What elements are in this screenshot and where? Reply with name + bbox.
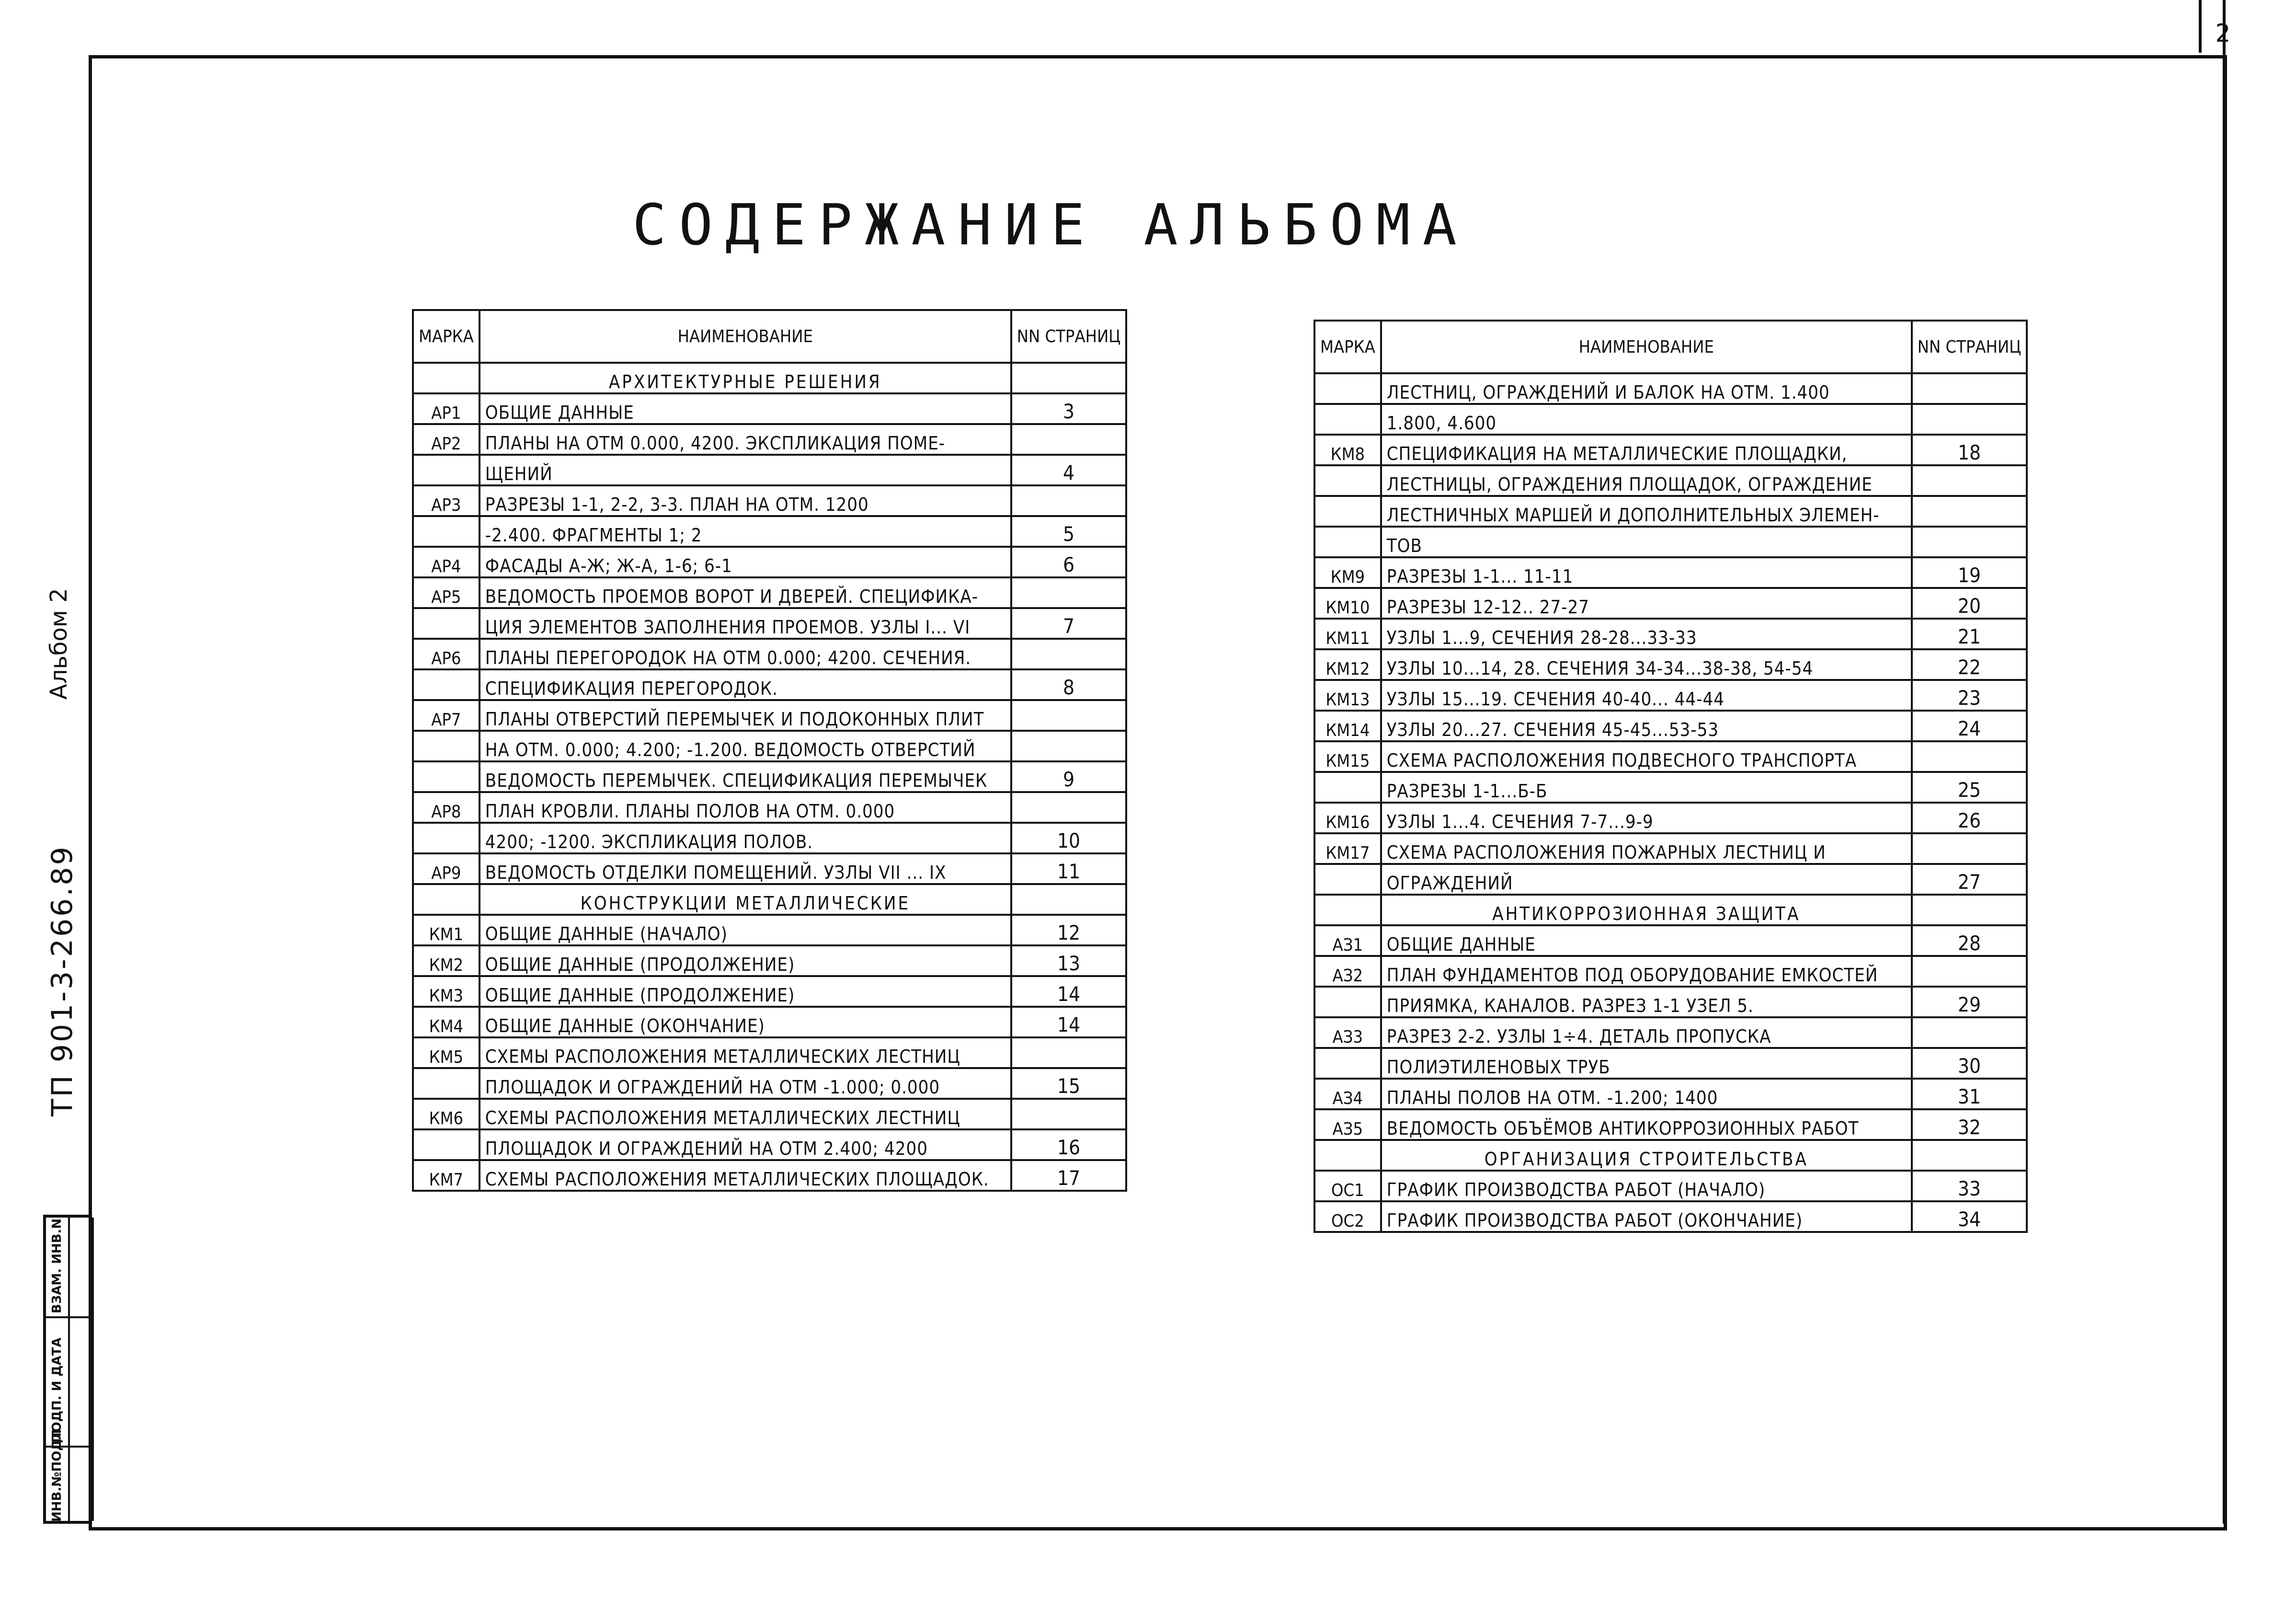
- mark-cell: [1314, 465, 1381, 496]
- table-row: [1314, 925, 2027, 956]
- page-cell: 25: [1912, 772, 2027, 803]
- section-row: [413, 363, 1126, 393]
- table-row: [1314, 956, 2027, 987]
- mark-cell: КМ16: [1314, 803, 1381, 833]
- mark-cell: [413, 761, 480, 792]
- name-cell: СПЕЦИФИКАЦИЯ ПЕРЕГОРОДОК.: [480, 669, 1011, 700]
- name-cell: ОБЩИЕ ДАННЫЕ (НАЧАЛО): [480, 915, 1011, 945]
- name-cell: РАЗРЕЗЫ 1-1, 2-2, 3-3. ПЛАН НА ОТМ. 1200: [480, 485, 1011, 516]
- stamp-cell-sign: [46, 1318, 68, 1448]
- mark-cell: [413, 608, 480, 639]
- name-cell: ЛЕСТНИЦ, ОГРАЖДЕНИЙ И БАЛОК НА ОТМ. 1.400: [1381, 373, 1912, 404]
- mark-cell: ОС1: [1314, 1171, 1381, 1201]
- page-cell: [1912, 1140, 2027, 1171]
- name-cell: ПЛАНЫ НА ОТМ 0.000, 4200. ЭКСПЛИКАЦИЯ ПОМЕ-: [480, 424, 1011, 455]
- table-row: [413, 761, 1126, 792]
- mark-cell: [1314, 772, 1381, 803]
- mark-cell: АР7: [413, 700, 480, 731]
- table-row: [1314, 711, 2027, 741]
- table-row: [413, 915, 1126, 945]
- name-cell: ОБЩИЕ ДАННЫЕ: [1381, 925, 1912, 956]
- name-cell: ОБЩИЕ ДАННЫЕ (ПРОДОЛЖЕНИЕ): [480, 976, 1011, 1007]
- page-cell: [1912, 1017, 2027, 1048]
- table-row: [413, 1037, 1126, 1068]
- name-cell: ОБЩИЕ ДАННЫЕ: [480, 393, 1011, 424]
- table-row: [413, 731, 1126, 761]
- name-cell: РАЗРЕЗЫ 1-1...Б-Б: [1381, 772, 1912, 803]
- name-cell: ОРГАНИЗАЦИЯ СТРОИТЕЛЬСТВА: [1381, 1140, 1912, 1171]
- mark-cell: [413, 823, 480, 853]
- table-row: [1314, 527, 2027, 557]
- name-cell: ВЕДОМОСТЬ ОБЪЁМОВ АНТИКОРРОЗИОННЫХ РАБОТ: [1381, 1109, 1912, 1140]
- name-cell: УЗЛЫ 1...4. СЕЧЕНИЯ 7-7...9-9: [1381, 803, 1912, 833]
- approval-stamp: [43, 1215, 91, 1524]
- page-cell: [1011, 639, 1127, 669]
- mark-cell: [413, 1068, 480, 1099]
- header-name: НАИМЕНОВАНИЕ: [1381, 321, 1912, 373]
- table-row: [413, 424, 1126, 455]
- name-cell: ПЛАНЫ ПЕРЕГОРОДОК НА ОТМ 0.000; 4200. СЕЧЕНИЯ.: [480, 639, 1011, 669]
- name-cell: КОНСТРУКЦИИ МЕТАЛЛИЧЕСКИЕ: [480, 884, 1011, 915]
- name-cell: РАЗРЕЗ 2-2. УЗЛЫ 1÷4. ДЕТАЛЬ ПРОПУСКА: [1381, 1017, 1912, 1048]
- table-row: [1314, 588, 2027, 619]
- name-cell: -2.400. ФРАГМЕНТЫ 1; 2: [480, 516, 1011, 547]
- name-cell: ПЛАНЫ ПОЛОВ НА ОТМ. -1.200; 1400: [1381, 1079, 1912, 1109]
- page-cell: [1011, 424, 1127, 455]
- page-cell: 32: [1912, 1109, 2027, 1140]
- album-label: Альбом 2: [46, 588, 72, 700]
- page-cell: 7: [1011, 608, 1127, 639]
- table-row: [1314, 557, 2027, 588]
- mark-cell: АЗ2: [1314, 956, 1381, 987]
- page-cell: 27: [1912, 864, 2027, 895]
- header-pages: NN СТРАНИЦ: [1912, 321, 2027, 373]
- page-cell: 34: [1912, 1201, 2027, 1232]
- mark-cell: [1314, 373, 1381, 404]
- name-cell: СПЕЦИФИКАЦИЯ НА МЕТАЛЛИЧЕСКИЕ ПЛОЩАДКИ,: [1381, 435, 1912, 465]
- page-cell: 6: [1011, 547, 1127, 577]
- name-cell: ОБЩИЕ ДАННЫЕ (ОКОНЧАНИЕ): [480, 1007, 1011, 1037]
- mark-cell: АЗ1: [1314, 925, 1381, 956]
- mark-cell: АР8: [413, 792, 480, 823]
- name-cell: ПРИЯМКА, КАНАЛОВ. РАЗРЕЗ 1-1 УЗЕЛ 5.: [1381, 987, 1912, 1017]
- table-row: [1314, 1171, 2027, 1201]
- page-cell: 18: [1912, 435, 2027, 465]
- name-cell: ЩЕНИЙ: [480, 455, 1011, 485]
- header-mark: МАРКА: [413, 310, 480, 363]
- page-cell: 4: [1011, 455, 1127, 485]
- page-cell: 8: [1011, 669, 1127, 700]
- header-pages: NN СТРАНИЦ: [1011, 310, 1127, 363]
- mark-cell: КМ2: [413, 945, 480, 976]
- page-cell: 13: [1011, 945, 1127, 976]
- table-row: [1314, 435, 2027, 465]
- mark-cell: [413, 516, 480, 547]
- mark-cell: АР6: [413, 639, 480, 669]
- table-header-row: [1314, 321, 2027, 373]
- mark-cell: КМ5: [413, 1037, 480, 1068]
- table-row: [413, 1007, 1126, 1037]
- page-cell: [1912, 833, 2027, 864]
- mark-cell: КМ12: [1314, 649, 1381, 680]
- table-row: [1314, 1109, 2027, 1140]
- name-cell: ФАСАДЫ А-Ж; Ж-А, 1-6; 6-1: [480, 547, 1011, 577]
- page-cell: [1912, 956, 2027, 987]
- page-cell: 3: [1011, 393, 1127, 424]
- name-cell: УЗЛЫ 15...19. СЕЧЕНИЯ 40-40... 44-44: [1381, 680, 1912, 711]
- mark-cell: [1314, 1140, 1381, 1171]
- table-row: [413, 792, 1126, 823]
- name-cell: 4200; -1200. ЭКСПЛИКАЦИЯ ПОЛОВ.: [480, 823, 1011, 853]
- table-row: [1314, 1201, 2027, 1232]
- name-cell: СХЕМЫ РАСПОЛОЖЕНИЯ МЕТАЛЛИЧЕСКИХ ЛЕСТНИЦ: [480, 1099, 1011, 1129]
- table-row: [1314, 649, 2027, 680]
- name-cell: УЗЛЫ 20...27. СЕЧЕНИЯ 45-45...53-53: [1381, 711, 1912, 741]
- name-cell: НА ОТМ. 0.000; 4.200; -1.200. ВЕДОМОСТЬ ОТВЕРСТИЙ: [480, 731, 1011, 761]
- page-cell: 17: [1011, 1160, 1127, 1191]
- mark-cell: [1314, 404, 1381, 435]
- name-cell: ГРАФИК ПРОИЗВОДСТВА РАБОТ (НАЧАЛО): [1381, 1171, 1912, 1201]
- page-cell: 19: [1912, 557, 2027, 588]
- mark-cell: АР2: [413, 424, 480, 455]
- page-cell: 30: [1912, 1048, 2027, 1079]
- stamp-value-replace: [70, 1218, 92, 1318]
- page-cell: [1912, 895, 2027, 925]
- page-cell: 16: [1011, 1129, 1127, 1160]
- page-cell: [1912, 741, 2027, 772]
- mark-cell: АР5: [413, 577, 480, 608]
- table-row: [1314, 1017, 2027, 1048]
- table-row: [1314, 465, 2027, 496]
- page-cell: [1011, 485, 1127, 516]
- header-name: НАИМЕНОВАНИЕ: [480, 310, 1011, 363]
- page-cell: 31: [1912, 1079, 2027, 1109]
- name-cell: РАЗРЕЗЫ 1-1... 11-11: [1381, 557, 1912, 588]
- name-cell: ПЛАН ФУНДАМЕНТОВ ПОД ОБОРУДОВАНИЕ ЕМКОСТЕЙ: [1381, 956, 1912, 987]
- sheet-number: 2: [2215, 19, 2230, 48]
- mark-cell: [413, 363, 480, 393]
- page-cell: [1912, 404, 2027, 435]
- stamp-column-labels: [46, 1218, 70, 1521]
- table-row: [413, 669, 1126, 700]
- page-cell: 15: [1011, 1068, 1127, 1099]
- page-cell: 28: [1912, 925, 2027, 956]
- mark-cell: КМ14: [1314, 711, 1381, 741]
- table-header-row: [413, 310, 1126, 363]
- page-cell: 14: [1011, 1007, 1127, 1037]
- mark-cell: АР9: [413, 853, 480, 884]
- section-row: [1314, 1140, 2027, 1171]
- page-cell: [1912, 373, 2027, 404]
- table-row: [413, 1068, 1126, 1099]
- stamp-column-values: [70, 1218, 94, 1521]
- table-row: [413, 823, 1126, 853]
- mark-cell: АЗ3: [1314, 1017, 1381, 1048]
- name-cell: ПЛАН КРОВЛИ. ПЛАНЫ ПОЛОВ НА ОТМ. 0.000: [480, 792, 1011, 823]
- name-cell: ЛЕСТНИЦЫ, ОГРАЖДЕНИЯ ПЛОЩАДОК, ОГРАЖДЕНИЕ: [1381, 465, 1912, 496]
- stamp-inv-no: ИНВ.№ПОДЛ: [50, 1429, 64, 1522]
- name-cell: ТОВ: [1381, 527, 1912, 557]
- name-cell: ВЕДОМОСТЬ ПРОЕМОВ ВОРОТ И ДВЕРЕЙ. СПЕЦИФИКА-: [480, 577, 1011, 608]
- page-cell: [1011, 1099, 1127, 1129]
- stamp-value-sign: [70, 1318, 92, 1448]
- name-cell: 1.800, 4.600: [1381, 404, 1912, 435]
- page-cell: 29: [1912, 987, 2027, 1017]
- table-row: [413, 945, 1126, 976]
- table-row: [413, 1160, 1126, 1191]
- table-row: [413, 1099, 1126, 1129]
- page-cell: 21: [1912, 619, 2027, 649]
- mark-cell: КМ13: [1314, 680, 1381, 711]
- page-cell: 22: [1912, 649, 2027, 680]
- mark-cell: [1314, 895, 1381, 925]
- table-row: [413, 1129, 1126, 1160]
- page-cell: 33: [1912, 1171, 2027, 1201]
- table-row: [413, 577, 1126, 608]
- name-cell: ГРАФИК ПРОИЗВОДСТВА РАБОТ (ОКОНЧАНИЕ): [1381, 1201, 1912, 1232]
- table-row: [413, 393, 1126, 424]
- table-row: [1314, 373, 2027, 404]
- mark-cell: КМ7: [413, 1160, 480, 1191]
- table-row: [413, 547, 1126, 577]
- table-row: [1314, 864, 2027, 895]
- mark-cell: КМ9: [1314, 557, 1381, 588]
- page-cell: [1912, 527, 2027, 557]
- page-cell: [1912, 465, 2027, 496]
- table-row: [1314, 833, 2027, 864]
- table-row: [413, 455, 1126, 485]
- mark-cell: АЗ5: [1314, 1109, 1381, 1140]
- contents-table-right: [1314, 320, 2028, 1233]
- table-body: [1314, 373, 2027, 1232]
- table-row: [1314, 619, 2027, 649]
- mark-cell: [1314, 496, 1381, 527]
- name-cell: ОГРАЖДЕНИЙ: [1381, 864, 1912, 895]
- table-row: [413, 976, 1126, 1007]
- table-body: [413, 363, 1126, 1191]
- mark-cell: АР4: [413, 547, 480, 577]
- frame-right-border: [2223, 0, 2226, 1524]
- header-mark: МАРКА: [1314, 321, 1381, 373]
- table-row: [413, 700, 1126, 731]
- page-cell: [1011, 577, 1127, 608]
- page-title: СОДЕРЖАНИЕ АЛЬБОМА: [632, 192, 1469, 258]
- table-row: [413, 853, 1126, 884]
- mark-cell: КМ1: [413, 915, 480, 945]
- table-row: [1314, 680, 2027, 711]
- mark-cell: КМ6: [413, 1099, 480, 1129]
- mark-cell: [1314, 527, 1381, 557]
- page-cell: 24: [1912, 711, 2027, 741]
- page-cell: 12: [1011, 915, 1127, 945]
- page-cell: 10: [1011, 823, 1127, 853]
- name-cell: ОБЩИЕ ДАННЫЕ (ПРОДОЛЖЕНИЕ): [480, 945, 1011, 976]
- table-row: [1314, 772, 2027, 803]
- page-cell: [1011, 700, 1127, 731]
- table-row: [413, 485, 1126, 516]
- table-row: [1314, 803, 2027, 833]
- stamp-cell-replace: [46, 1218, 68, 1318]
- table-row: [1314, 496, 2027, 527]
- table-row: [1314, 741, 2027, 772]
- page-cell: 9: [1011, 761, 1127, 792]
- name-cell: СХЕМЫ РАСПОЛОЖЕНИЯ МЕТАЛЛИЧЕСКИХ ПЛОЩАДОК.: [480, 1160, 1011, 1191]
- stamp-cell-inv: [46, 1429, 68, 1527]
- mark-cell: [1314, 1048, 1381, 1079]
- mark-cell: КМ4: [413, 1007, 480, 1037]
- mark-cell: АР3: [413, 485, 480, 516]
- page-cell: 26: [1912, 803, 2027, 833]
- stamp-sign-date: ПОДП. И ДАТА: [50, 1337, 64, 1443]
- name-cell: СХЕМА РАСПОЛОЖЕНИЯ ПОДВЕСНОГО ТРАНСПОРТА: [1381, 741, 1912, 772]
- page-cell: 23: [1912, 680, 2027, 711]
- name-cell: УЗЛЫ 10...14, 28. СЕЧЕНИЯ 34-34...38-38, 54-54: [1381, 649, 1912, 680]
- mark-cell: КМ10: [1314, 588, 1381, 619]
- contents-table-left: [412, 309, 1127, 1192]
- page-cell: [1011, 1037, 1127, 1068]
- mark-cell: КМ8: [1314, 435, 1381, 465]
- page-cell: [1011, 884, 1127, 915]
- section-row: [413, 884, 1126, 915]
- table-row: [1314, 987, 2027, 1017]
- page-cell: 14: [1011, 976, 1127, 1007]
- page-cell: [1011, 731, 1127, 761]
- name-cell: ПОЛИЭТИЛЕНОВЫХ ТРУБ: [1381, 1048, 1912, 1079]
- table-row: [1314, 404, 2027, 435]
- mark-cell: [413, 884, 480, 915]
- name-cell: СХЕМЫ РАСПОЛОЖЕНИЯ МЕТАЛЛИЧЕСКИХ ЛЕСТНИЦ: [480, 1037, 1011, 1068]
- table-row: [413, 639, 1126, 669]
- name-cell: ВЕДОМОСТЬ ОТДЕЛКИ ПОМЕЩЕНИЙ. УЗЛЫ VII ... IX: [480, 853, 1011, 884]
- mark-cell: [413, 455, 480, 485]
- mark-cell: АР1: [413, 393, 480, 424]
- mark-cell: [413, 669, 480, 700]
- page-cell: 11: [1011, 853, 1127, 884]
- name-cell: ПЛАНЫ ОТВЕРСТИЙ ПЕРЕМЫЧЕК И ПОДОКОННЫХ ПЛИТ: [480, 700, 1011, 731]
- name-cell: ПЛОЩАДОК И ОГРАЖДЕНИЙ НА ОТМ -1.000; 0.000: [480, 1068, 1011, 1099]
- table-row: [1314, 1048, 2027, 1079]
- mark-cell: [1314, 987, 1381, 1017]
- sheet-number-divider: [2199, 0, 2202, 53]
- mark-cell: КМ3: [413, 976, 480, 1007]
- table-row: [413, 516, 1126, 547]
- stamp-replace-inv: ВЗАМ. ИНВ.N: [50, 1218, 64, 1313]
- mark-cell: КМ15: [1314, 741, 1381, 772]
- name-cell: АНТИКОРРОЗИОННАЯ ЗАЩИТА: [1381, 895, 1912, 925]
- page-cell: 20: [1912, 588, 2027, 619]
- name-cell: СХЕМА РАСПОЛОЖЕНИЯ ПОЖАРНЫХ ЛЕСТНИЦ И: [1381, 833, 1912, 864]
- name-cell: ЦИЯ ЭЛЕМЕНТОВ ЗАПОЛНЕНИЯ ПРОЕМОВ. УЗЛЫ I... VI: [480, 608, 1011, 639]
- mark-cell: КМ17: [1314, 833, 1381, 864]
- mark-cell: [413, 731, 480, 761]
- name-cell: АРХИТЕКТУРНЫЕ РЕШЕНИЯ: [480, 363, 1011, 393]
- mark-cell: АЗ4: [1314, 1079, 1381, 1109]
- page-cell: [1011, 792, 1127, 823]
- mark-cell: [1314, 864, 1381, 895]
- table-row: [413, 608, 1126, 639]
- name-cell: УЗЛЫ 1...9, СЕЧЕНИЯ 28-28...33-33: [1381, 619, 1912, 649]
- project-code: ТП 901-3-266.89: [46, 845, 79, 1116]
- section-row: [1314, 895, 2027, 925]
- page-cell: [1011, 363, 1127, 393]
- mark-cell: [413, 1129, 480, 1160]
- name-cell: ВЕДОМОСТЬ ПЕРЕМЫЧЕК. СПЕЦИФИКАЦИЯ ПЕРЕМЫЧЕК: [480, 761, 1011, 792]
- table-row: [1314, 1079, 2027, 1109]
- mark-cell: КМ11: [1314, 619, 1381, 649]
- page-cell: 5: [1011, 516, 1127, 547]
- page-cell: [1912, 496, 2027, 527]
- name-cell: ПЛОЩАДОК И ОГРАЖДЕНИЙ НА ОТМ 2.400; 4200: [480, 1129, 1011, 1160]
- name-cell: РАЗРЕЗЫ 12-12.. 27-27: [1381, 588, 1912, 619]
- name-cell: ЛЕСТНИЧНЫХ МАРШЕЙ И ДОПОЛНИТЕЛЬНЫХ ЭЛЕМЕН-: [1381, 496, 1912, 527]
- mark-cell: ОС2: [1314, 1201, 1381, 1232]
